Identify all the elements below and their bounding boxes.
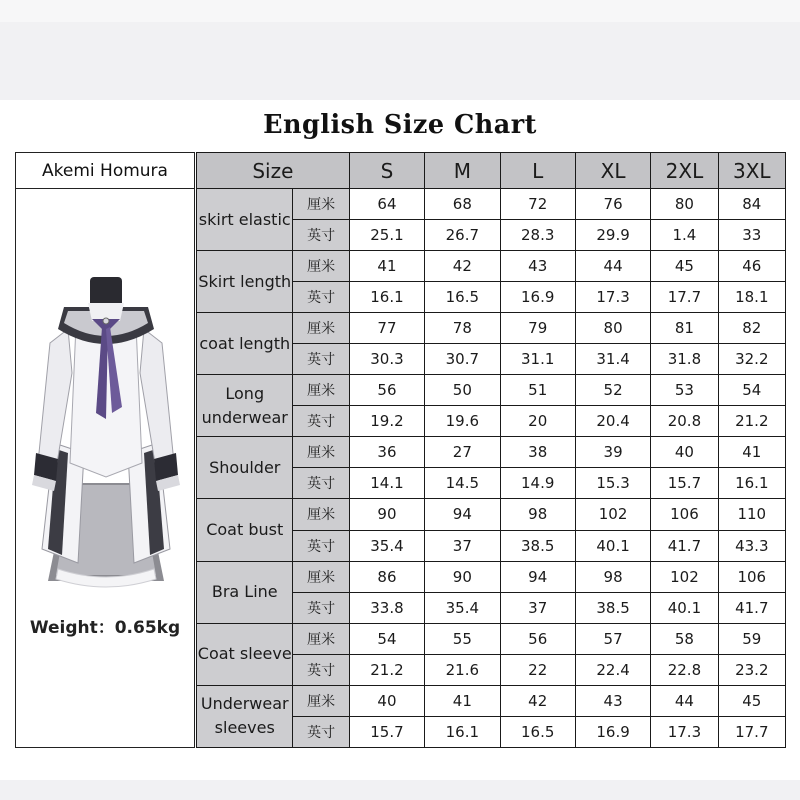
value-cell: 44: [575, 251, 650, 282]
value-cell: 52: [575, 375, 650, 406]
value-cell: 98: [500, 499, 575, 530]
value-cell: 82: [718, 313, 785, 344]
value-cell: 17.7: [651, 282, 718, 313]
value-cell: 38.5: [500, 530, 575, 561]
value-cell: 76: [575, 189, 650, 220]
value-cell: 86: [349, 561, 424, 592]
value-cell: 14.9: [500, 468, 575, 499]
value-cell: 94: [500, 561, 575, 592]
value-cell: 59: [718, 623, 785, 654]
value-cell: 16.5: [425, 282, 500, 313]
unit-inch-label: 英寸: [293, 344, 349, 375]
value-cell: 21.2: [349, 654, 424, 685]
value-cell: 64: [349, 189, 424, 220]
value-cell: 45: [718, 685, 785, 716]
value-cell: 22.4: [575, 654, 650, 685]
value-cell: 31.1: [500, 344, 575, 375]
value-cell: 44: [651, 685, 718, 716]
value-cell: 56: [500, 623, 575, 654]
value-cell: 35.4: [425, 592, 500, 623]
measurement-label: Coat sleeve: [197, 623, 293, 685]
value-cell: 53: [651, 375, 718, 406]
value-cell: 19.2: [349, 406, 424, 437]
table-row: [197, 623, 786, 654]
value-cell: 80: [651, 189, 718, 220]
chart-title: English Size Chart: [263, 110, 537, 140]
value-cell: 17.3: [575, 282, 650, 313]
value-cell: 23.2: [718, 654, 785, 685]
value-cell: 15.3: [575, 468, 650, 499]
table-row: [197, 375, 786, 406]
value-cell: 102: [575, 499, 650, 530]
value-cell: 57: [575, 623, 650, 654]
size-col-header: M: [425, 153, 500, 189]
value-cell: 22.8: [651, 654, 718, 685]
table-row: [197, 499, 786, 530]
value-cell: 17.3: [651, 716, 718, 747]
costume-illustration: [28, 263, 184, 613]
value-cell: 21.6: [425, 654, 500, 685]
value-cell: 90: [349, 499, 424, 530]
value-cell: 18.1: [718, 282, 785, 313]
unit-inch-label: 英寸: [293, 282, 349, 313]
size-header: Size: [197, 153, 350, 189]
value-cell: 79: [500, 313, 575, 344]
top-band: [0, 0, 800, 22]
value-cell: 30.7: [425, 344, 500, 375]
value-cell: 77: [349, 313, 424, 344]
size-header-row: [197, 153, 786, 189]
table-row: [197, 561, 786, 592]
value-cell: 20.8: [651, 406, 718, 437]
value-cell: 90: [425, 561, 500, 592]
value-cell: 54: [349, 623, 424, 654]
value-cell: 43: [500, 251, 575, 282]
value-cell: 35.4: [349, 530, 424, 561]
table-row: [197, 189, 786, 220]
product-panel: [15, 152, 195, 748]
value-cell: 31.4: [575, 344, 650, 375]
value-cell: 14.5: [425, 468, 500, 499]
value-cell: 39: [575, 437, 650, 468]
value-cell: 15.7: [651, 468, 718, 499]
unit-inch-label: 英寸: [293, 468, 349, 499]
value-cell: 16.9: [575, 716, 650, 747]
value-cell: 40: [651, 437, 718, 468]
value-cell: 22: [500, 654, 575, 685]
value-cell: 58: [651, 623, 718, 654]
size-table: [196, 152, 786, 748]
value-cell: 51: [500, 375, 575, 406]
unit-cm-label: 厘米: [293, 499, 349, 530]
value-cell: 19.6: [425, 406, 500, 437]
value-cell: 98: [575, 561, 650, 592]
value-cell: 81: [651, 313, 718, 344]
table-row: [197, 313, 786, 344]
value-cell: 33: [718, 220, 785, 251]
value-cell: 102: [651, 561, 718, 592]
value-cell: 16.5: [500, 716, 575, 747]
size-col-header: XL: [575, 153, 650, 189]
value-cell: 30.3: [349, 344, 424, 375]
value-cell: 41.7: [651, 530, 718, 561]
value-cell: 50: [425, 375, 500, 406]
value-cell: 40.1: [575, 530, 650, 561]
table-row: [197, 685, 786, 716]
unit-inch-label: 英寸: [293, 220, 349, 251]
value-cell: 106: [651, 499, 718, 530]
value-cell: 37: [425, 530, 500, 561]
value-cell: 25.1: [349, 220, 424, 251]
value-cell: 41: [425, 685, 500, 716]
value-cell: 26.7: [425, 220, 500, 251]
measurement-label: coat length: [197, 313, 293, 375]
unit-cm-label: 厘米: [293, 437, 349, 468]
value-cell: 41.7: [718, 592, 785, 623]
value-cell: 40: [349, 685, 424, 716]
value-cell: 16.9: [500, 282, 575, 313]
value-cell: 36: [349, 437, 424, 468]
unit-cm-label: 厘米: [293, 375, 349, 406]
unit-cm-label: 厘米: [293, 189, 349, 220]
value-cell: 110: [718, 499, 785, 530]
value-cell: 1.4: [651, 220, 718, 251]
value-cell: 78: [425, 313, 500, 344]
measurement-label: Bra Line: [197, 561, 293, 623]
value-cell: 38: [500, 437, 575, 468]
character-name: Akemi Homura: [16, 153, 194, 189]
measurement-label: Skirt length: [197, 251, 293, 313]
value-cell: 80: [575, 313, 650, 344]
measurement-label: Long underwear: [197, 375, 293, 437]
value-cell: 31.8: [651, 344, 718, 375]
size-col-header: 3XL: [718, 153, 785, 189]
size-col-header: L: [500, 153, 575, 189]
unit-inch-label: 英寸: [293, 716, 349, 747]
unit-inch-label: 英寸: [293, 592, 349, 623]
unit-cm-label: 厘米: [293, 685, 349, 716]
value-cell: 16.1: [425, 716, 500, 747]
value-cell: 16.1: [349, 282, 424, 313]
value-cell: 46: [718, 251, 785, 282]
value-cell: 28.3: [500, 220, 575, 251]
value-cell: 54: [718, 375, 785, 406]
value-cell: 40.1: [651, 592, 718, 623]
table-row: [197, 437, 786, 468]
value-cell: 43: [575, 685, 650, 716]
value-cell: 38.5: [575, 592, 650, 623]
value-cell: 33.8: [349, 592, 424, 623]
value-cell: 20: [500, 406, 575, 437]
value-cell: 106: [718, 561, 785, 592]
value-cell: 42: [500, 685, 575, 716]
unit-inch-label: 英寸: [293, 530, 349, 561]
table-row: [197, 251, 786, 282]
value-cell: 43.3: [718, 530, 785, 561]
value-cell: 14.1: [349, 468, 424, 499]
measurement-label: Coat bust: [197, 499, 293, 561]
value-cell: 45: [651, 251, 718, 282]
unit-cm-label: 厘米: [293, 251, 349, 282]
value-cell: 32.2: [718, 344, 785, 375]
value-cell: 15.7: [349, 716, 424, 747]
value-cell: 84: [718, 189, 785, 220]
weight-label: Weight：0.65kg: [29, 618, 181, 638]
value-cell: 16.1: [718, 468, 785, 499]
unit-inch-label: 英寸: [293, 406, 349, 437]
value-cell: 29.9: [575, 220, 650, 251]
unit-inch-label: 英寸: [293, 654, 349, 685]
unit-cm-label: 厘米: [293, 313, 349, 344]
size-col-header: S: [349, 153, 424, 189]
value-cell: 20.4: [575, 406, 650, 437]
measurement-label: Underwear sleeves: [197, 685, 293, 747]
value-cell: 27: [425, 437, 500, 468]
value-cell: 41: [718, 437, 785, 468]
measurement-label: Shoulder: [197, 437, 293, 499]
value-cell: 94: [425, 499, 500, 530]
value-cell: 42: [425, 251, 500, 282]
value-cell: 56: [349, 375, 424, 406]
unit-cm-label: 厘米: [293, 623, 349, 654]
measurement-label: skirt elastic: [197, 189, 293, 251]
value-cell: 68: [425, 189, 500, 220]
size-col-header: 2XL: [651, 153, 718, 189]
value-cell: 55: [425, 623, 500, 654]
unit-cm-label: 厘米: [293, 561, 349, 592]
value-cell: 21.2: [718, 406, 785, 437]
value-cell: 37: [500, 592, 575, 623]
value-cell: 72: [500, 189, 575, 220]
value-cell: 41: [349, 251, 424, 282]
value-cell: 17.7: [718, 716, 785, 747]
